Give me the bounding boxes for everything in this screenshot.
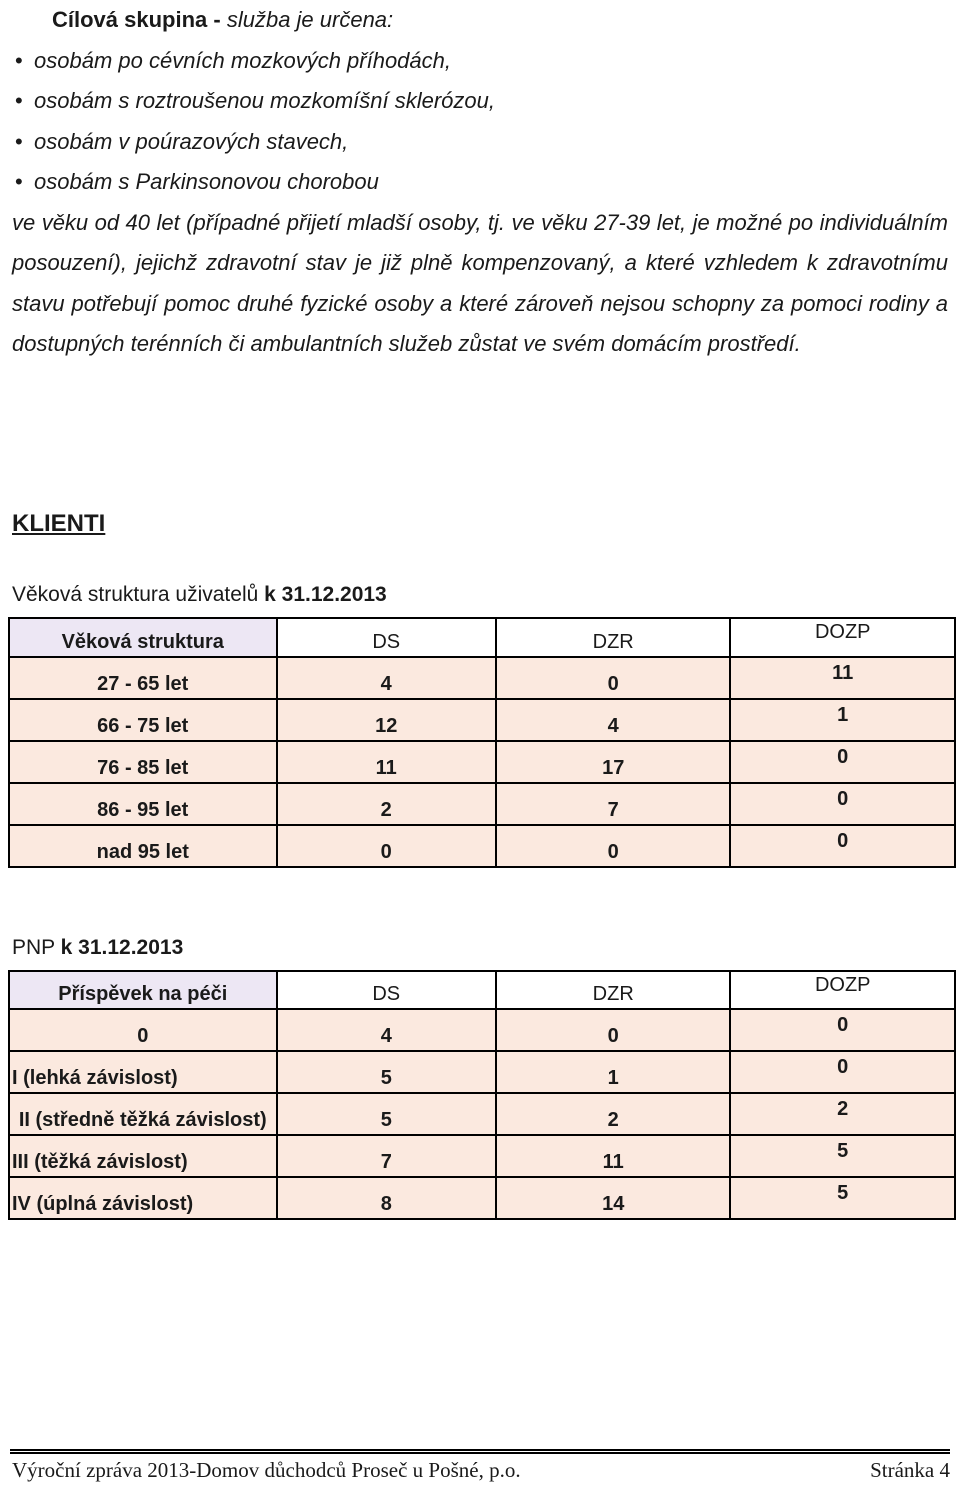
table-row <box>9 1177 955 1219</box>
dozp-cell: 5 <box>730 1135 955 1177</box>
row-label: I (lehká závislost) <box>9 1051 277 1093</box>
target-group-lead-rest: služba je určena: <box>220 7 394 32</box>
target-group-section <box>12 0 948 365</box>
dozp-cell: 0 <box>730 1009 955 1051</box>
list-item: • osobám s Parkinsonovou chorobou <box>12 162 948 203</box>
table-row <box>9 825 955 867</box>
list-item: • osobám v poúrazových stavech, <box>12 122 948 163</box>
row-label: 76 - 85 let <box>9 741 277 783</box>
table-row <box>9 783 955 825</box>
target-group-paragraph: ve věku od 40 let (případné přijetí mladší osoby, tj. ve věku 27-39 let, je možné po individuálním posouzení), jejichž zdravotní stav je již plně kompenzovaný, a které vzhledem k zdravotnímu stavu potřebují pomoc druhé fyzické osoby a které zároveň nejsou schopny za pomoci rodiny a dostupných terénních či ambulantních služeb zůstat ve svém domácím prostředí. <box>12 209 948 356</box>
dzr-cell: 14 <box>496 1177 730 1219</box>
dozp-cell: 0 <box>730 783 955 825</box>
header-cell: DOZP <box>730 971 955 1009</box>
ds-cell: 11 <box>277 741 496 783</box>
age-caption-plain: Věková struktura uživatelů <box>12 583 265 606</box>
target-group-lead: Cílová skupina - <box>52 7 221 32</box>
pnp-caption-plain: PNP <box>12 936 61 959</box>
table-row <box>9 1093 955 1135</box>
ds-cell: 4 <box>277 657 496 699</box>
ds-cell: 4 <box>277 1009 496 1051</box>
pnp-caption-bold: k 31.12.2013 <box>60 936 184 959</box>
dozp-cell: 11 <box>730 657 955 699</box>
page-footer <box>12 1458 950 1483</box>
target-group-heading <box>12 0 948 41</box>
row-label: IV (úplná závislost) <box>9 1177 277 1219</box>
row-label: 86 - 95 let <box>9 783 277 825</box>
dzr-cell: 7 <box>496 783 730 825</box>
dozp-cell: 0 <box>730 825 955 867</box>
header-cell: Příspěvek na péči <box>9 971 277 1009</box>
dzr-cell: 2 <box>496 1093 730 1135</box>
table-row <box>9 699 955 741</box>
header-cell: DOZP <box>730 618 955 657</box>
footer-divider <box>10 1452 950 1454</box>
ds-cell: 5 <box>277 1051 496 1093</box>
age-structure-table <box>8 617 956 868</box>
section-title: KLIENTI <box>12 510 106 537</box>
age-table-caption <box>12 583 387 607</box>
dzr-cell: 1 <box>496 1051 730 1093</box>
dozp-cell: 0 <box>730 1051 955 1093</box>
dozp-cell: 0 <box>730 741 955 783</box>
dzr-cell: 11 <box>496 1135 730 1177</box>
ds-cell: 12 <box>277 699 496 741</box>
ds-cell: 2 <box>277 783 496 825</box>
row-label: III (těžká závislost) <box>9 1135 277 1177</box>
ds-cell: 5 <box>277 1093 496 1135</box>
dozp-cell: 5 <box>730 1177 955 1219</box>
dzr-cell: 17 <box>496 741 730 783</box>
row-label: nad 95 let <box>9 825 277 867</box>
pnp-table <box>8 970 956 1220</box>
ds-cell: 8 <box>277 1177 496 1219</box>
dozp-cell: 2 <box>730 1093 955 1135</box>
ds-cell: 0 <box>277 825 496 867</box>
row-label: 0 <box>9 1009 277 1051</box>
table-header-row <box>9 618 955 657</box>
table-row <box>9 1135 955 1177</box>
dzr-cell: 0 <box>496 825 730 867</box>
row-label: II (středně těžká závislost) <box>9 1093 277 1135</box>
dzr-cell: 4 <box>496 699 730 741</box>
footer-divider <box>10 1449 950 1451</box>
table-row <box>9 1009 955 1051</box>
dzr-cell: 0 <box>496 657 730 699</box>
age-caption-bold: k 31.12.2013 <box>264 583 387 606</box>
row-label: 27 - 65 let <box>9 657 277 699</box>
ds-cell: 7 <box>277 1135 496 1177</box>
table-row <box>9 1051 955 1093</box>
table-header-row <box>9 971 955 1009</box>
dozp-cell: 1 <box>730 699 955 741</box>
table-row <box>9 657 955 699</box>
table-row <box>9 741 955 783</box>
header-cell: DS <box>277 971 496 1009</box>
list-item: • osobám po cévních mozkových příhodách, <box>12 41 948 82</box>
header-cell: Věková struktura <box>9 618 277 657</box>
pnp-table-caption <box>12 936 183 960</box>
list-item: • osobám s roztroušenou mozkomíšní sklerózou, <box>12 81 948 122</box>
page-number: Stránka 4 <box>870 1458 950 1482</box>
header-cell: DZR <box>496 971 730 1009</box>
target-group-list <box>12 41 948 203</box>
header-cell: DS <box>277 618 496 657</box>
dzr-cell: 0 <box>496 1009 730 1051</box>
footer-title: Výroční zpráva 2013-Domov důchodců Proseč u Pošné, p.o. <box>12 1458 521 1482</box>
row-label: 66 - 75 let <box>9 699 277 741</box>
header-cell: DZR <box>496 618 730 657</box>
